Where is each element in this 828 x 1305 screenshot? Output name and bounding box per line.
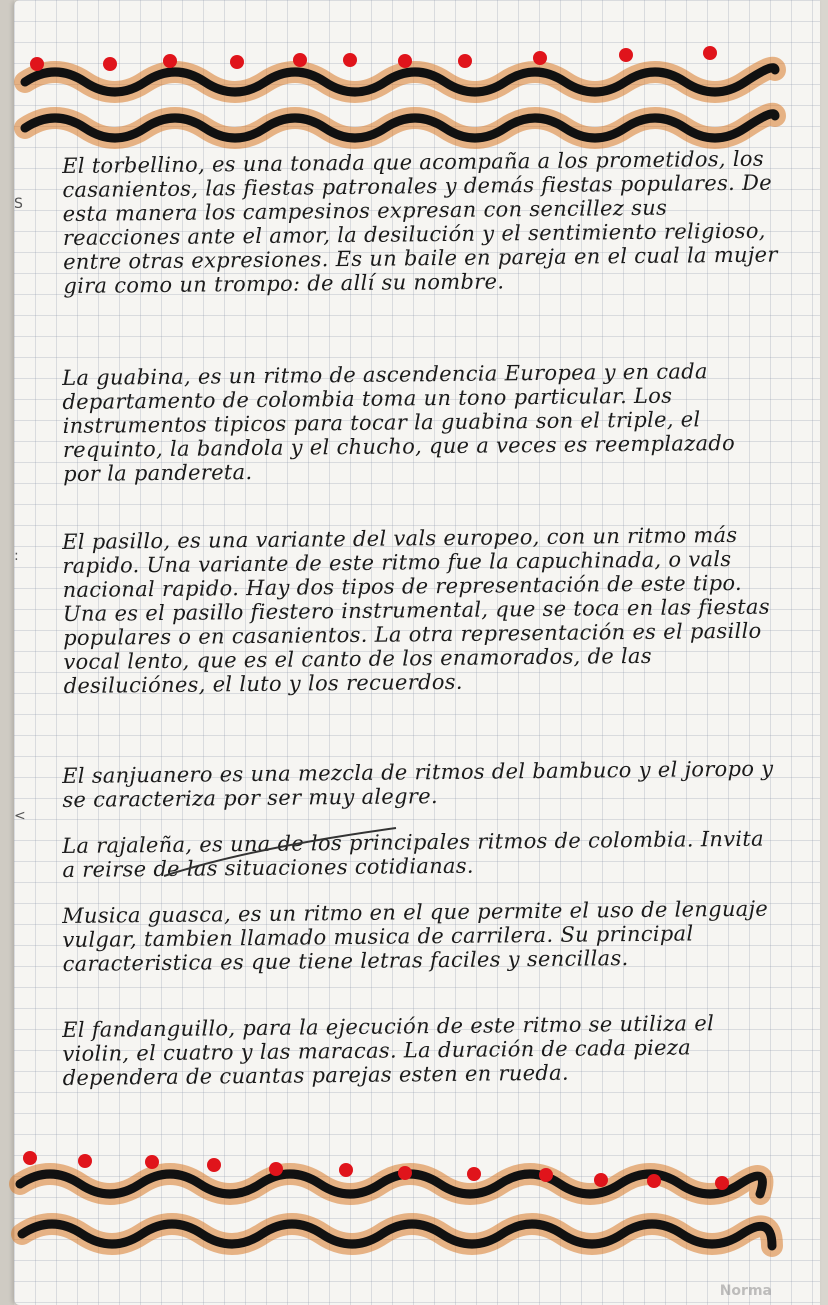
paragraph-musica-guasca: Musica guasca, es un ritmo en el que permite el uso de lenguaje vulgar, tambien llamado musica de carrilera. Su principal caracteristica es que tiene letras faciles y sencillas. [62,896,769,976]
bottom-decorative-border [0,1148,828,1268]
paragraph-sanjuanero: El sanjuanero es una mezcla de ritmos del bambuco y el joropo y se caracteriza por ser muy alegre. [62,756,774,812]
paragraph-torbellino: El torbellino, es una tonada que acompaña a los prometidos, los casanientos, las fiestas patronales y demás fiestas populares. De esta manera los campesinos expresan con sencillez sus reacciones ante el amor, la desilución y el sentimiento religioso, entre otras expresiones. Es un baile en pareja en el cual la mujer gira como un trompo: de allí su nombre. [62,146,778,298]
paragraph-rajalena: La rajaleña, es una de los principales ritmos de colombia. Invita a reirse de las situaciones cotidianas. [62,826,765,882]
notebook-edge [0,0,14,1305]
strike-line [160,822,400,882]
top-red-dots [30,46,717,71]
margin-mark: < [14,808,26,824]
top-decorative-border [0,40,828,150]
paragraph-fandanguillo: El fandanguillo, para la ejecución de este ritmo se utiliza el violin, el cuatro y las maracas. La duración de cada pieza dependera de cuantas parejas esten en rueda. [62,1011,715,1090]
paragraph-pasillo: El pasillo, es una variante del vals europeo, con un ritmo más rapido. Una variante de este ritmo fue la capuchinada, o vals nacional rapido. Hay dos tipos de representación de este tipo. Una es el pasillo fiestero instrumental, que se toca en las fiestas populares o en casanientos. La otra representación es el pasillo vocal lento, que es el canto de los enamorados, de las desiluciónes, el luto y los recuerdos. [62,522,770,698]
margin-mark: S [14,196,23,212]
paragraph-guabina: La guabina, es un ritmo de ascendencia Europea y en cada departamento de colombia toma un tono particular. Los instrumentos tipicos para tocar la guabina son el triple, el requinto, la bandola y el chucho, que a veces es reemplazado por la pandereta. [62,359,736,486]
margin-mark: : [14,548,19,564]
notebook-brand-logo: Norma [719,1283,772,1299]
